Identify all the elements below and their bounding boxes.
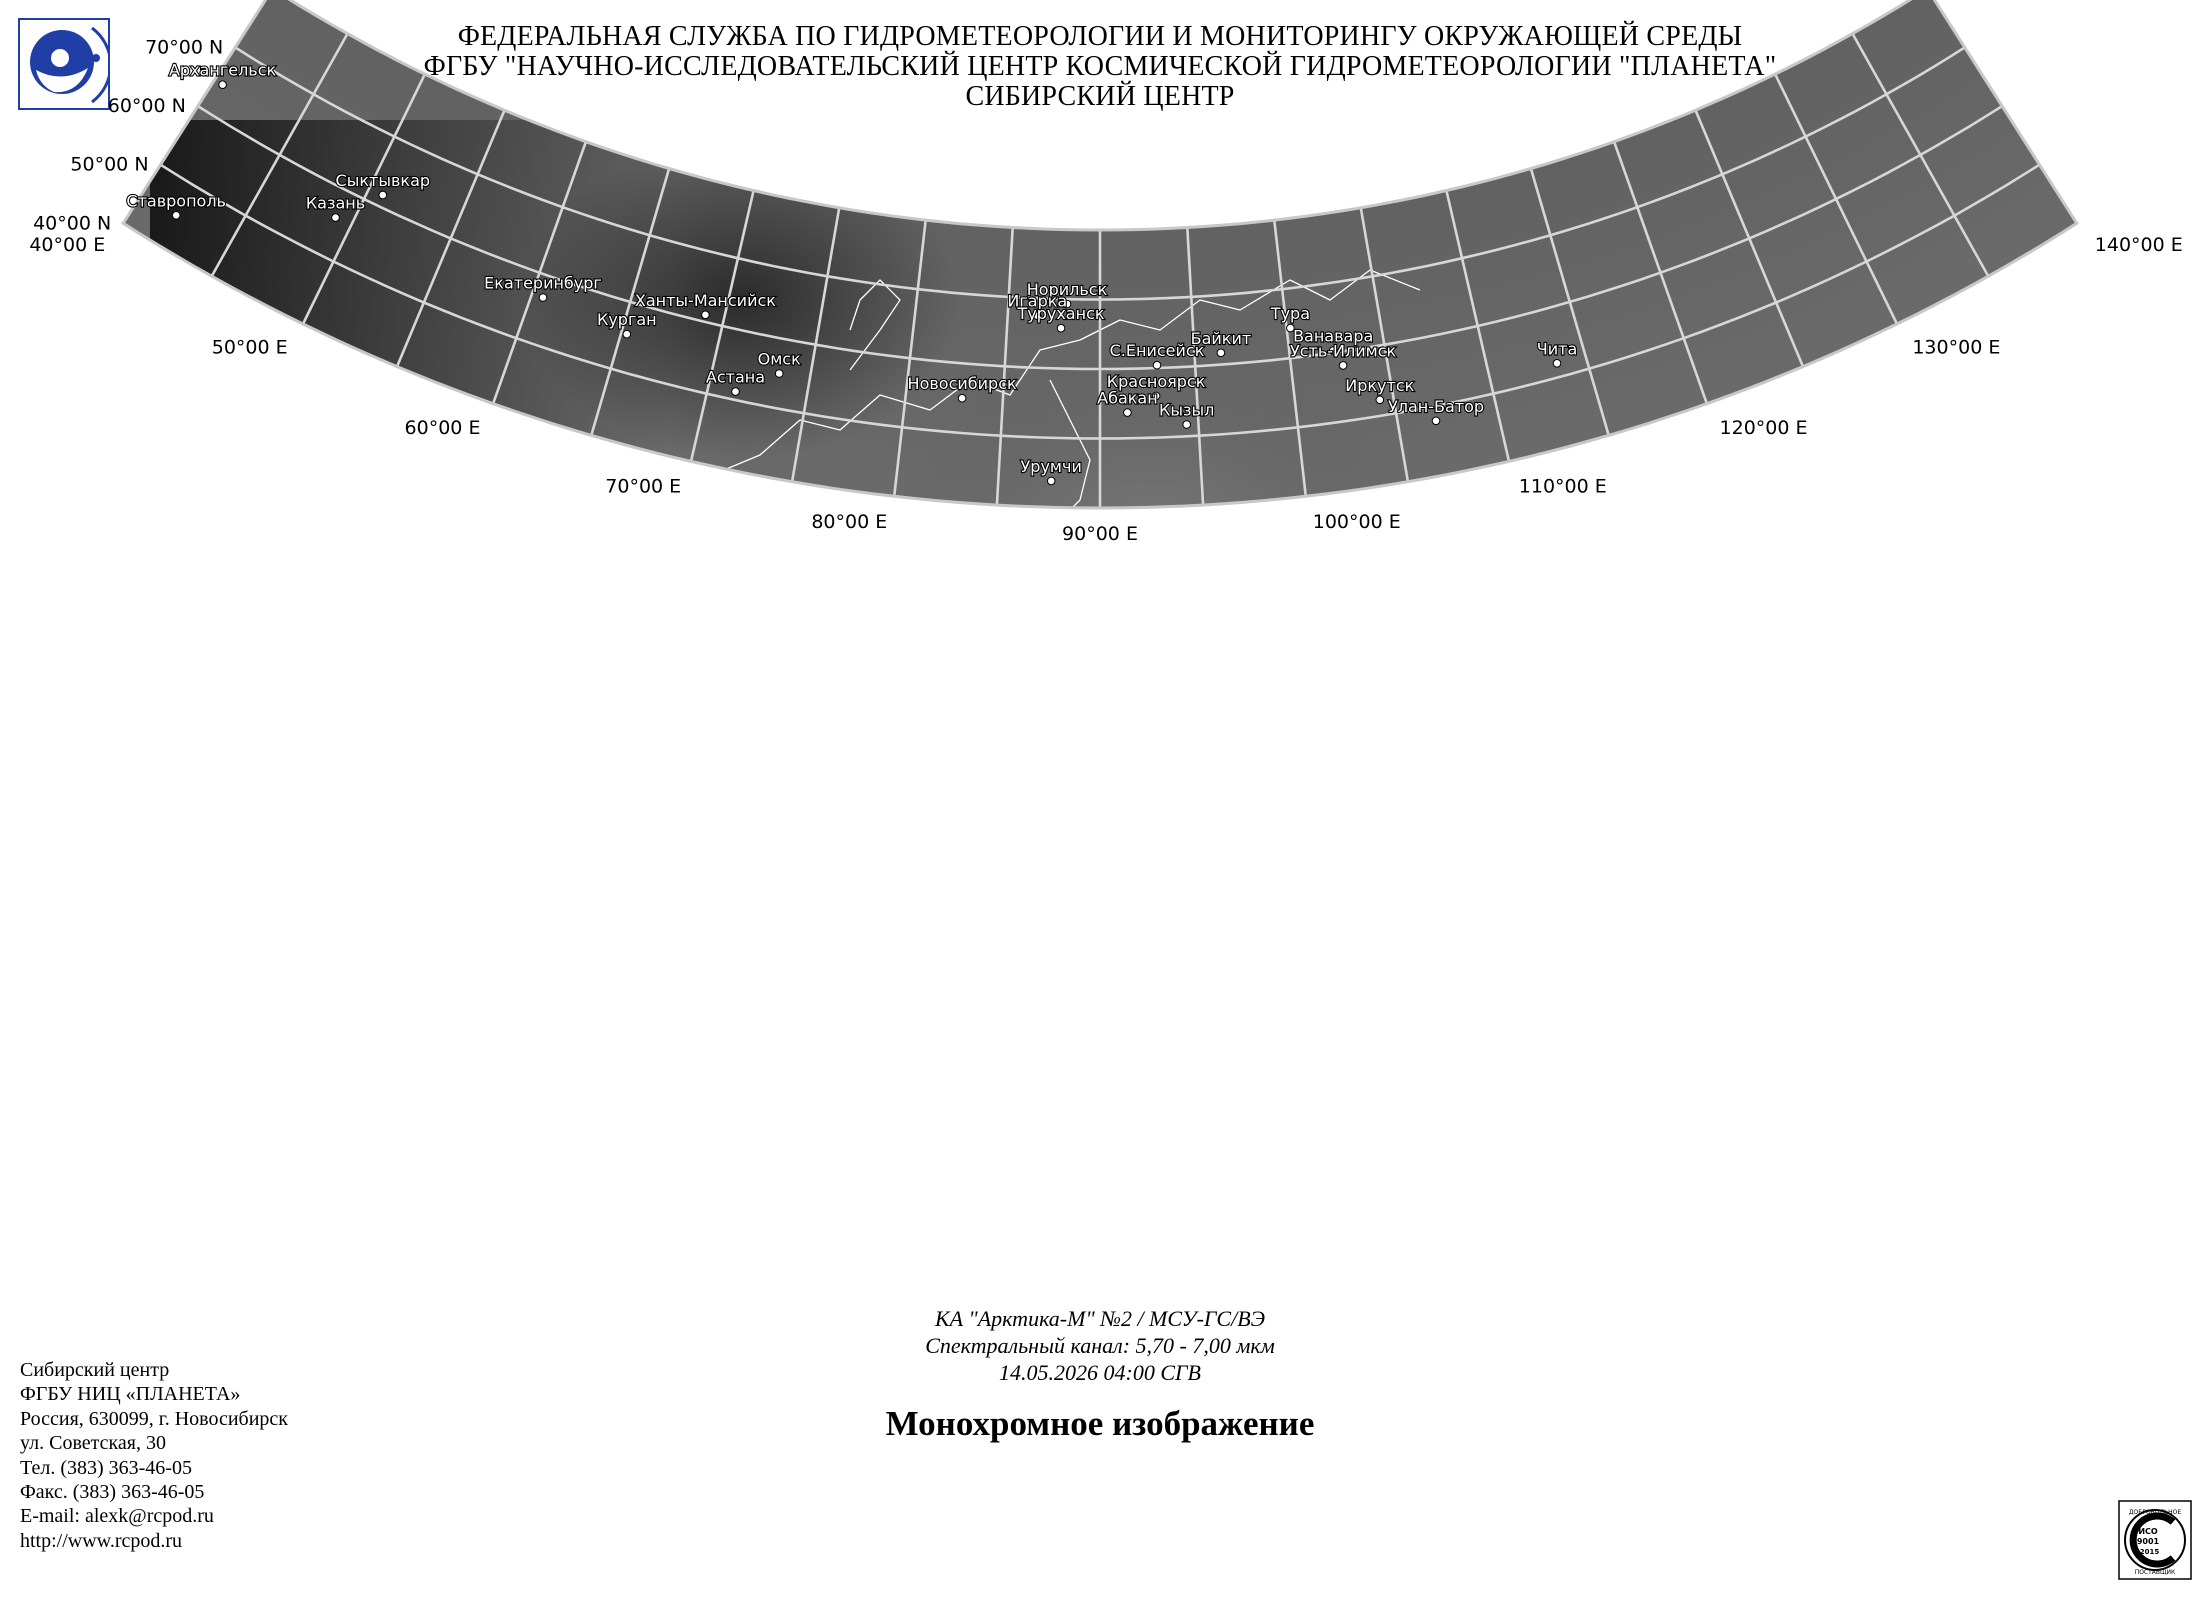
city-label: Усть-Илимск: [1289, 341, 1397, 361]
city-dot: [1432, 417, 1440, 425]
city-dot: [1339, 362, 1347, 370]
city-dot: [1183, 421, 1191, 429]
latitude-label: 40°00 N: [33, 212, 112, 235]
city-label: Туруханск: [1017, 304, 1105, 324]
city-dot: [332, 214, 340, 222]
iso-text: 9001: [2136, 1537, 2160, 1546]
iso-certification-badge: [2118, 1500, 2192, 1580]
contact-website: http://www.rcpod.ru: [20, 1529, 183, 1552]
contact-line: ул. Советская, 30: [20, 1432, 166, 1455]
city-label: С.Енисейск: [1109, 341, 1205, 361]
city-label: Улан-Батор: [1387, 396, 1485, 416]
city-dot: [623, 330, 631, 338]
longitude-label: 70°00 E: [605, 475, 682, 498]
city-label: Астана: [705, 367, 766, 387]
iso-text: ПОСТАВЩИК: [2134, 1569, 2176, 1576]
header-line-1: ФЕДЕРАЛЬНАЯ СЛУЖБА ПО ГИДРОМЕТЕОРОЛОГИИ И МОНИТОРИНГУ ОКРУЖАЮЩЕЙ СРЕДЫ: [457, 21, 1743, 52]
contact-block: [20, 1358, 288, 1553]
iso-text: ИСО: [2138, 1527, 2158, 1536]
city-label: Иркутск: [1345, 375, 1415, 395]
contact-line: Факс. (383) 363-46-05: [20, 1481, 205, 1504]
city-label: Игарка: [1007, 291, 1068, 311]
city-label: Сыктывкар: [335, 171, 431, 190]
city-label: Архангельск: [168, 60, 277, 80]
city-dot: [1047, 477, 1055, 485]
city-label: Чита: [1536, 339, 1578, 359]
city-label: Ставрополь: [126, 191, 226, 211]
city-dot: [1217, 349, 1225, 357]
caption-datetime: 14.05.2026 04:00 СГВ: [999, 1360, 1201, 1385]
header-line-3: СИБИРСКИЙ ЦЕНТР: [965, 81, 1235, 112]
city-label: Екатеринбург: [484, 273, 602, 293]
longitude-label: 50°00 E: [211, 336, 288, 359]
image-title: Монохромное изображение: [885, 1404, 1315, 1443]
contact-line: Россия, 630099, г. Новосибирск: [20, 1407, 289, 1430]
city-dot: [1057, 324, 1065, 332]
city-dot: [379, 191, 387, 199]
longitude-label: 100°00 E: [1312, 511, 1401, 534]
city-label: Норильск: [1026, 280, 1108, 299]
city-label: Новосибирск: [907, 374, 1017, 394]
city-dot: [1153, 361, 1161, 369]
city-dot: [732, 388, 740, 396]
city-dot: [1124, 409, 1132, 417]
header-line-2: ФГБУ "НАУЧНО-ИССЛЕДОВАТЕЛЬСКИЙ ЦЕНТР КОСМИЧЕСКОЙ ГИДРОМЕТЕОРОЛОГИИ "ПЛАНЕТА": [423, 51, 1777, 82]
latitude-label: 70°00 N: [145, 36, 224, 59]
city-label: Ванавара: [1293, 326, 1374, 346]
iso-text: ДОБРОВОЛЬНОЕ: [2128, 1509, 2182, 1516]
city-dot: [172, 212, 180, 220]
city-dot: [219, 81, 227, 89]
city-dot: [1376, 396, 1384, 404]
caption-satellite: КА "Арктика-М" №2 / МСУ-ГС/ВЭ: [934, 1306, 1266, 1331]
longitude-label: 130°00 E: [1912, 336, 2001, 359]
contact-email: E-mail: alexk@rcpod.ru: [20, 1505, 214, 1528]
city-dot: [775, 370, 783, 378]
latitude-label: 50°00 N: [70, 153, 149, 176]
city-label: Ханты-Мансийск: [634, 290, 776, 310]
longitude-label: 80°00 E: [811, 511, 888, 534]
longitude-label: 60°00 E: [404, 417, 481, 440]
city-label: Байкит: [1190, 328, 1252, 348]
city-dot: [958, 394, 966, 402]
longitude-label: 90°00 E: [1062, 523, 1138, 545]
longitude-label: 120°00 E: [1719, 417, 1808, 440]
city-label: Тура: [1270, 304, 1311, 324]
contact-line: Сибирский центр: [20, 1359, 170, 1381]
city-label: Абакан: [1097, 388, 1158, 408]
city-label: Красноярск: [1106, 371, 1206, 391]
city-dot: [1553, 360, 1561, 368]
longitude-label: 40°00 E: [29, 234, 106, 257]
city-dot: [702, 311, 710, 319]
contact-line: ФГБУ НИЦ «ПЛАНЕТА»: [20, 1383, 241, 1406]
city-label: Кызыл: [1159, 400, 1215, 420]
city-label: Курган: [596, 310, 657, 330]
contact-line: Тел. (383) 363-46-05: [20, 1456, 192, 1479]
city-dot: [539, 294, 547, 302]
caption-channel: Спектральный канал: 5,70 - 7,00 мкм: [925, 1333, 1275, 1358]
city-label: Омск: [757, 349, 801, 369]
longitude-label: 110°00 E: [1518, 475, 1607, 498]
longitude-label: 140°00 E: [2094, 234, 2183, 257]
city-label: Казань: [305, 193, 366, 213]
iso-text: -2015: [2136, 1548, 2160, 1556]
city-label: Урумчи: [1020, 456, 1082, 476]
latitude-label: 60°00 N: [107, 95, 186, 118]
